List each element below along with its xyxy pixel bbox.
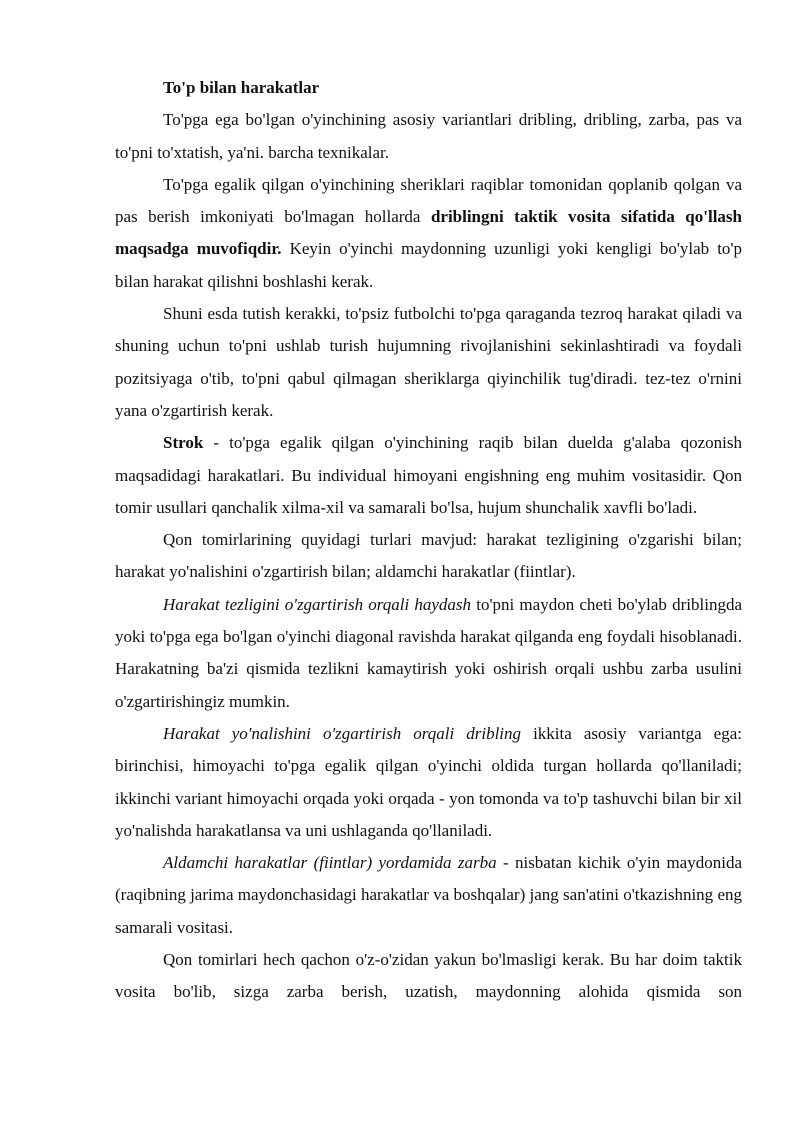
document-page [115, 72, 742, 1009]
paragraph-8 [115, 847, 742, 944]
paragraph-text: Shuni esda tutish kerakki, to'psiz futbolchi to'pga qaraganda tezroq harakat qiladi va shuning uchun to'pni ushlab turish hujumning rivojlanishini sekinlashtiradi va foydali pozitsiyaga o'tib, to'pni qabul qilmagan sheriklarga qiyinchilik tug'diradi. tez-tez o'rnini yana o'zgartirish kerak. [115, 304, 742, 420]
paragraph-text: to'pni maydon cheti bo'ylab driblingda yoki to'pga ega bo'lgan o'yinchi diagonal ravishda harakat qilganda eng foydali hisoblanadi. Harakatning ba'zi qismida tezlikni kamaytirish yoki oshirish orqali ushbu zarba usulini o'zgartirishingiz mumkin. [115, 594, 742, 711]
paragraph-3 [115, 298, 742, 427]
paragraph-text: Qon tomirlari hech qachon o'z-o'zidan yakun bo'lmasligi kerak. Bu har doim taktik vosita bo'lib, sizga zarba berish, uzatish, maydonning alohida qismida son [115, 950, 742, 1002]
paragraph-text: To'pga egalik qilgan o'yinchining sheriklari raqiblar tomonidan qoplanib qolgan va pas berish imkoniyati bo'lmagan hollarda [115, 174, 742, 227]
paragraph-bold-text: driblingni taktik vosita sifatida qo'llash maqsadga muvofiqdir. [115, 207, 742, 259]
paragraph-text: ikkita asosiy variantga ega: birinchisi, himoyachi to'pga egalik qilgan o'yinchi oldida turgan hollarda qo'llaniladi; ikkinchi variant himoyachi orqada yoki orqada - yon tomonda va to'p tashuvchi bilan bir xil yo'nalishda harakatlansa va uni ushlaganda qo'llaniladi. [115, 723, 742, 840]
paragraph-text: - to'pga egalik qilgan o'yinchining raqib bilan duelda g'alaba qozonish maqsadidagi harakatlari. Bu individual himoyani engishning eng muhim vositasidir. Qon tomir usullari qanchalik xilma-xil va samarali bo'lsa, hujum shunchalik xavfli bo'ladi. [115, 433, 742, 517]
paragraph-text: Qon tomirlarining quyidagi turlari mavjud: harakat tezligining o'zgarishi bilan; harakat yo'nalishini o'zgartirish bilan; aldamchi harakatlar (fiintlar). [115, 530, 742, 582]
paragraph-6 [115, 589, 742, 718]
paragraph-5 [115, 524, 742, 589]
paragraph-text: Keyin o'yinchi maydonning uzunligi yoki kengligi bo'ylab to'p bilan harakat qilishni boshlashi kerak. [115, 239, 742, 291]
paragraph-9 [115, 944, 742, 1009]
paragraph-7 [115, 718, 742, 847]
term-strok: Strok [163, 433, 204, 453]
paragraph-4 [115, 427, 742, 524]
paragraph-italic-term: Harakat tezligini o'zgartirish orqali haydash [163, 594, 472, 614]
paragraph-text: To'pga ega bo'lgan o'yinchining asosiy variantlari dribling, dribling, zarba, pas va to'pni to'xtatish, ya'ni. barcha texnikalar. [115, 110, 742, 162]
paragraph-2 [115, 169, 742, 298]
paragraph-text: - nisbatan kichik o'yin maydonida (raqibning jarima maydonchasidagi harakatlar va boshqalar) jang san'atini o'tkazishning eng samarali vositasi. [115, 853, 742, 937]
paragraph-italic-term: Harakat yo'nalishini o'zgartirish orqali dribling [163, 723, 522, 743]
paragraph-italic-term: Aldamchi harakatlar (fiintlar) yordamida zarba [163, 853, 497, 873]
paragraph-1 [115, 104, 742, 169]
section-heading: To'p bilan harakatlar [163, 78, 320, 97]
